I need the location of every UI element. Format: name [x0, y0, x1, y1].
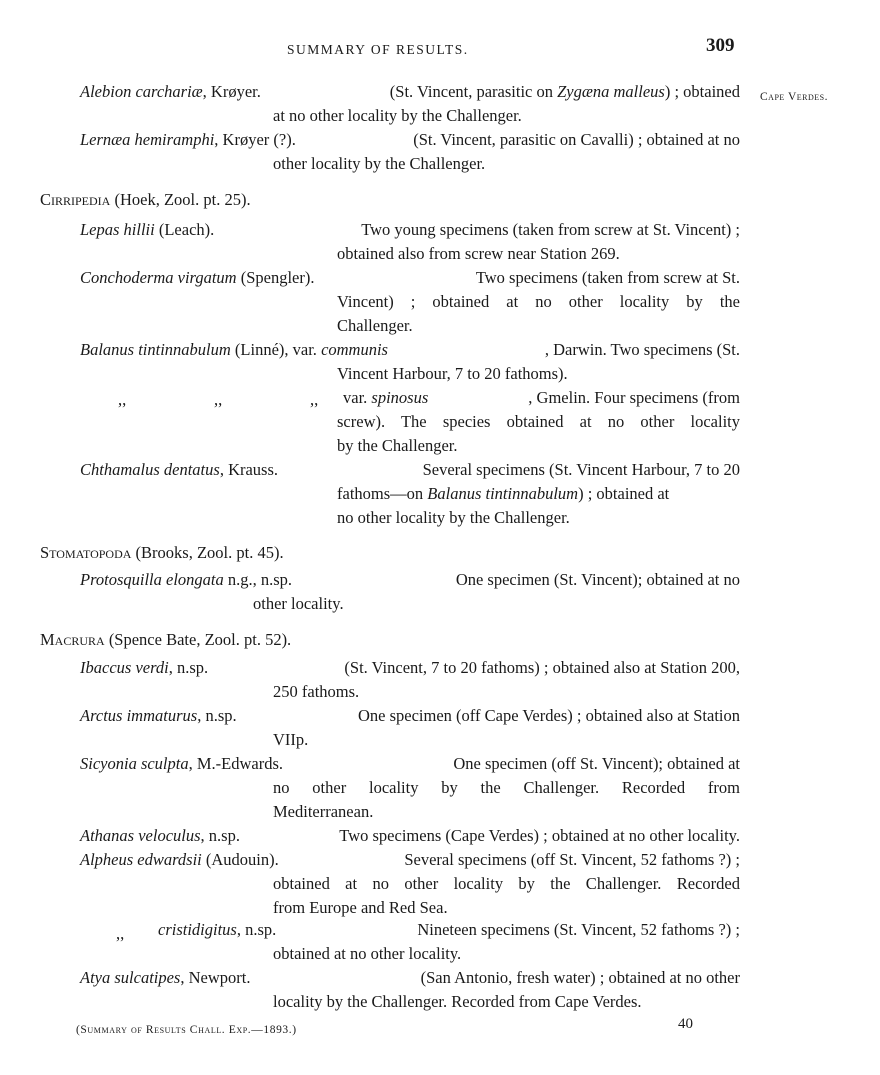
- entry-atya: Atya sulcatipes, Newport. (San Antonio, fresh water) ; obtained at no other: [80, 968, 740, 987]
- entry-alpheus: Alpheus edwardsii (Audouin). Several specimens (off St. Vincent, 52 fathoms ?) ;: [80, 850, 740, 869]
- entry-chthamalus: Chthamalus dentatus, Krauss. Several specimens (St. Vincent Harbour, 7 to 20: [80, 460, 740, 479]
- section-macrura: Macrura (Spence Bate, Zool. pt. 52).: [40, 630, 292, 649]
- entry-cristidigitus-line2: obtained at no other locality.: [273, 944, 462, 963]
- section-cirripedia: Cirripedia (Hoek, Zool. pt. 25).: [40, 190, 251, 209]
- entry-cristidigitus: cristidigitus, n.sp. Nineteen specimens (St. Vincent, 52 fathoms ?) ;: [158, 920, 740, 939]
- entry-lepas-line2: obtained also from screw near Station 269.: [337, 244, 620, 263]
- entry-lernaea: Lernæa hemiramphi, Krøyer (?). (St. Vincent, parasitic on Cavalli) ; obtained at no: [80, 130, 740, 149]
- entry-ibaccus-line2: 250 fathoms.: [273, 682, 360, 701]
- entry-arctus: Arctus immaturus, n.sp. One specimen (off Cape Verdes) ; obtained also at Station: [80, 706, 740, 725]
- entry-balanus-var: var. spinosus , Gmelin. Four specimens (from: [343, 388, 740, 407]
- ditto-mark: ,,: [118, 390, 127, 409]
- entry-conchoderma: Conchoderma virgatum (Spengler). Two specimens (taken from screw at St.: [80, 268, 740, 287]
- ditto-mark: ,,: [310, 390, 319, 409]
- entry-atya-line2: locality by the Challenger. Recorded from Cape Verdes.: [273, 992, 642, 1011]
- entry-sicyonia: Sicyonia sculpta, M.-Edwards. One specimen (off St. Vincent); obtained at: [80, 754, 740, 773]
- entry-sicyonia-line2: no other locality by the Challenger. Recorded from: [273, 778, 740, 797]
- footer-signature: (Summary of Results Chall. Exp.—1893.): [76, 1024, 297, 1036]
- ditto-mark: ,,: [116, 924, 125, 943]
- entry-sicyonia-line3: Mediterranean.: [273, 802, 374, 821]
- entry-protosquilla-line2: other locality.: [253, 594, 344, 613]
- entry-balanus: Balanus tintinnabulum (Linné), var. communis , Darwin. Two specimens (St.: [80, 340, 740, 359]
- entry-athanas: Athanas veloculus, n.sp. Two specimens (Cape Verdes) ; obtained at no other locality.: [80, 826, 740, 845]
- entry-chthamalus-line3: no other locality by the Challenger.: [337, 508, 570, 527]
- entry-chthamalus-line2: fathoms—on Balanus tintinnabulum) ; obtained at: [337, 484, 670, 503]
- entry-balanus-var-line2: screw). The species obtained at no other locality: [337, 412, 740, 431]
- entry-alebion-line2: at no other locality by the Challenger.: [273, 106, 522, 125]
- entry-conchoderma-line3: Challenger.: [337, 316, 413, 335]
- entry-balanus-var-line3: by the Challenger.: [337, 436, 458, 455]
- entry-alebion: Alebion carchariæ, Krøyer. (St. Vincent, parasitic on Zygæna malleus) ; obtained: [80, 82, 740, 101]
- entry-lernaea-line2: other locality by the Challenger.: [273, 154, 486, 173]
- entry-conchoderma-line2: Vincent) ; obtained at no other locality by the: [337, 292, 740, 311]
- running-header: SUMMARY OF RESULTS.: [287, 42, 469, 57]
- entry-ibaccus: Ibaccus verdi, n.sp. (St. Vincent, 7 to 20 fathoms) ; obtained also at Station 200,: [80, 658, 740, 677]
- entry-alpheus-line2: obtained at no other locality by the Challenger. Recorded: [273, 874, 740, 893]
- entry-lepas: Lepas hillii (Leach). Two young specimens (taken from screw at St. Vincent) ;: [80, 220, 740, 239]
- page-number: 309: [706, 35, 735, 56]
- margin-note: Cape Verdes.: [760, 91, 828, 103]
- entry-arctus-line2: VIIp.: [273, 730, 309, 749]
- entry-protosquilla: Protosquilla elongata n.g., n.sp. One specimen (St. Vincent); obtained at no: [80, 570, 740, 589]
- entry-balanus-line2: Vincent Harbour, 7 to 20 fathoms).: [337, 364, 568, 383]
- entry-alpheus-line3: from Europe and Red Sea.: [273, 898, 448, 917]
- signature-number: 40: [678, 1016, 693, 1032]
- section-stomatopoda: Stomatopoda (Brooks, Zool. pt. 45).: [40, 543, 284, 562]
- ditto-mark: ,,: [214, 390, 223, 409]
